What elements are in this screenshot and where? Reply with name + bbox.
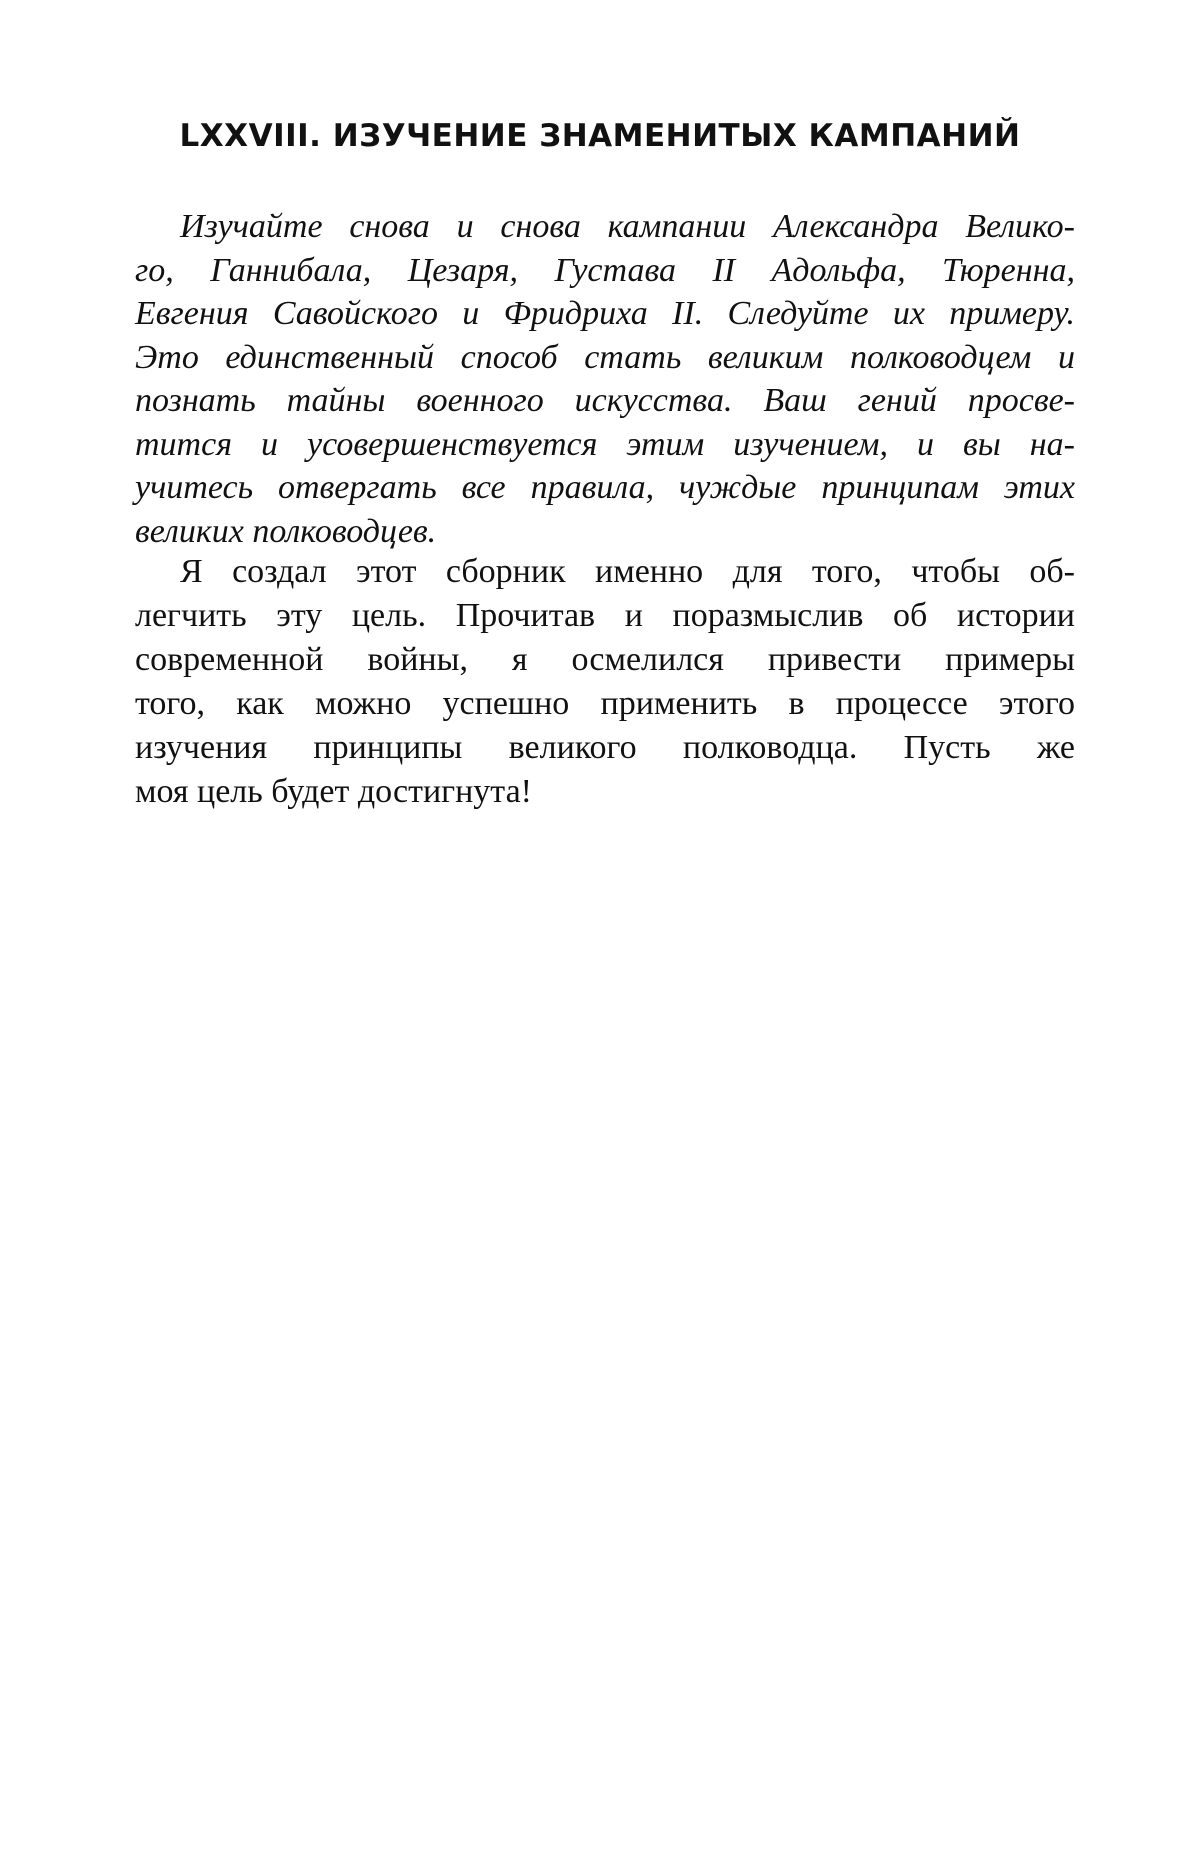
maxim-line: Это единственный способ стать великим полководцем и [135,338,1075,376]
commentary-line: моя цель будет достигнута! [135,773,532,810]
maxim-line: познать тайны военного искусства. Ваш гений просве- [135,382,1075,419]
commentary-line: того, как можно успешно применить в процессе этого [135,685,1075,722]
chapter-title: LXXVIII. ИЗУЧЕНИЕ ЗНАМЕНИТЫХ КАМПАНИЙ [179,118,1021,154]
maxim-line: Изучайте снова и снова кампании Александра Велико- [180,208,1075,245]
commentary-line: изучения принципы великого полководца. Пусть же [135,729,1075,766]
maxim-line: Евгения Савойского и Фридриха II. Следуйте их примеру. [135,295,1075,332]
maxim-line: го, Ганнибала, Цезаря, Густава II Адольфа, Тюренна, [135,251,1075,289]
commentary-line: легчить эту цель. Прочитав и поразмыслив об истории [135,597,1075,634]
commentary-line: Я создал этот сборник именно для того, чтобы об- [180,553,1075,590]
maxim-paragraph [135,205,1075,553]
maxim-line: великих полководцев. [135,512,437,550]
commentary-line: современной войны, я осмелился привести примеры [135,641,1075,678]
maxim-line: учитесь отвергать все правила, чуждые принципам этих [135,469,1075,506]
commentary-paragraph [135,550,1075,814]
maxim-line: тится и усовершенствуется этим изучением, и вы на- [135,425,1075,463]
